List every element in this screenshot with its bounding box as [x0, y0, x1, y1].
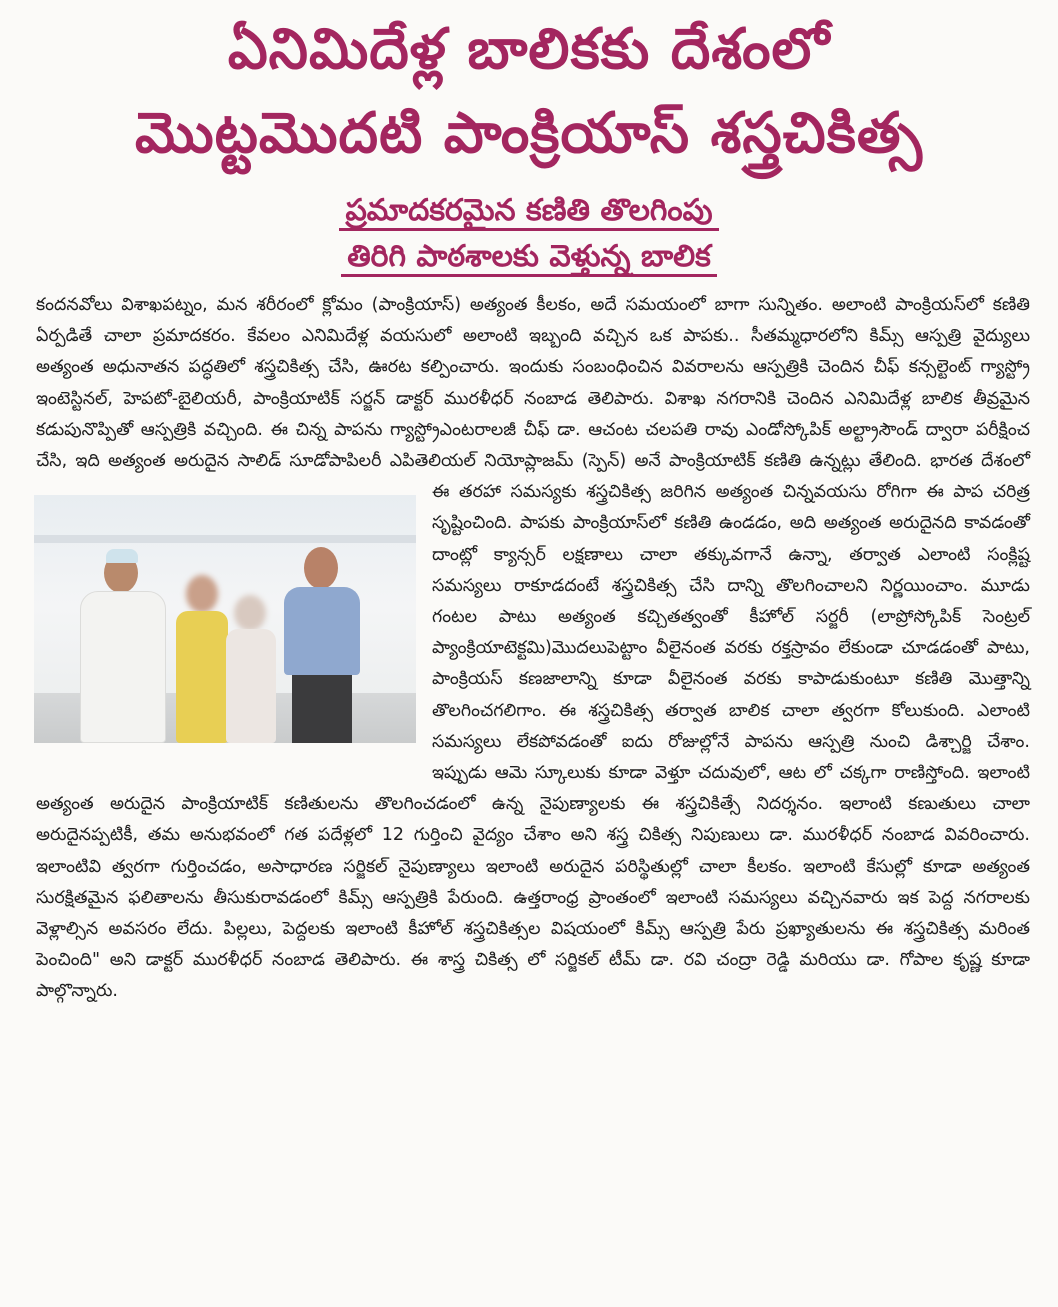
doctor-in-blue-shirt [280, 547, 364, 743]
article-paragraph-continued: సమస్యకు శస్త్రచికిత్స జరిగిన అత్యంత చిన్నవయసు రోగిగా ఈ పాప చరిత్ర సృష్టించింది. పాపకు పాంక్రియాస్‌లో కణితి ఉండడం, అది అత్యంత అరుదైనది కావడంతో దాంట్లో క్యాన్సర్ లక్షణాలు చాలా తక్కువగానే ఉన్నా, తర్వాత ఎలాంటి సంక్లిష్ట సమస్యలు రాకూడదంటే శస్త్రచికిత్స చేసి దాన్ని తొలగించాలని నిర్ణయించాం. మూడు గంటల పాటు అత్యంత కచ్చితత్వంతో కీహోల్ సర్జరీ (లాప్రోస్కోపిక్ సెంట్రల్ ప్యాంక్రియాటెక్టమి)మొదలుపెట్టాం వీలైనంత వరకు రక్తస్రావం లేకుండా చూడడంతో పాటు, పాంక్రియస్ కణజాలాన్ని కూడా వీలైనంత వరకు కాపాడుకుంటూ కణితి మొత్తాన్ని తొలగించగలిగాం. ఈ శస్త్రచికిత్స తర్వాత బాలిక చాలా త్వరగా కోలుకుంది. ఎలాంటి సమస్యలు లేకపోవడంతో ఐదు రోజుల్లోనే పాపను ఆస్పత్రి నుంచి డిశ్చార్జి చేశాం. ఇప్పుడు ఆమె స్కూలుకు కూడా వెళ్తూ చదువులో, ఆట లో చక్కగా రాణిస్తోంది. ఇలాంటి అత్యంత అరుదైన పాంక్రియాటిక్ కణితులను తొలగించడంలో ఉన్న నైపుణ్యాలకు ఈ శస్త్రచికిత్సే నిదర్శనం. ఇలాంటి కణుతులు చాలా అరుదైనప్పటికీ, తమ అనుభవంలో గత పదేళ్లలో 12 గుర్తించి వైద్యం చేశాం అని శస్త్ర చికిత్స నిపుణులు డా. మురళీధర్ నంబాడ వివరించారు. ఇలాంటివి త్వరగా గుర్తించడం, అసాధారణ సర్జికల్ నైపుణ్యాలు ఇలాంటి అరుదైన పరిస్థితుల్లో చాలా కీలకం. ఇలాంటి కేసుల్లో కూడా అత్యంత సురక్షితమైన ఫలితాలను తీసుకురావడంలో కిమ్స్ ఆస్పత్రికి పేరుంది. ఉత్తరాంధ్ర ప్రాంతంలో ఇలాంటి సమస్యలు వచ్చినవారు ఇక పెద్ద నగరాలకు వెళ్లాల్సిన అవసరం లేదు. పిల్లలు, పెద్దలకు ఇలాంటి కీహోల్ శస్త్రచికిత్సల విషయంలో కిమ్స్ ఆస్పత్రి పేరు ప్రఖ్యాతులను ఈ శస్త్రచికిత్స మరింత పెంచింది" అని డాక్టర్ మురళీధర్ నంబాడ తెలిపారు. ఈ శాస్త్ర చికిత్స లో సర్జికల్ టీమ్ డా. రవి చంద్రా రెడ్డి మరియు డా. గోపాల కృష్ణ కూడా పాల్గొన్నారు. [36, 482, 1030, 1002]
article-body [36, 290, 1030, 1008]
subheadings [0, 188, 1058, 280]
doctor-in-white-coat [76, 553, 168, 743]
subheading-1: ప్రమాదకరమైన కణితి తొలగింపు [339, 193, 718, 231]
headline [0, 8, 1058, 176]
headline-line-2: మొట్టమొదటి పాంక్రియాస్ శస్త్రచికిత్స [135, 101, 923, 166]
article-photo [34, 495, 416, 743]
article-paragraph-top: కందనవోలు విశాఖపట్నం, మన శరీరంలో క్లోమం (పాంక్రియాస్) అత్యంత కీలకం, అదే సమయంలో బాగా సున్నితం. అలాంటి పాంక్రియస్‌లో కణితి ఏర్పడితే చాలా ప్రమాదకరం. కేవలం ఎనిమిదేళ్ల వయసులో అలాంటి ఇబ్బంది వచ్చిన ఒక పాపకు.. సీతమ్మధారలోని కిమ్స్ ఆస్పత్రి వైద్యులు అత్యంత అధునాతన పద్ధతిలో శస్త్రచికిత్స చేసి, ఊరట కల్పించారు. ఇందుకు సంబంధించిన వివరాలను ఆస్పత్రికి చెందిన చీఫ్ కన్సల్టెంట్ గ్యాస్ట్రో ఇంటెస్టినల్, హెపటో-బైలియరీ, పాంక్రియాటిక్ సర్జన్ డాక్టర్ మురళీధర్ నంబాడ తెలిపారు. విశాఖ నగరానికి చెందిన ఎనిమిదేళ్ల బాలిక తీవ్రమైన కడుపునొప్పితో ఆస్పత్రికి వచ్చింది. ఈ చిన్న పాపను గ్యాస్ట్రోఎంటరాలజీ చీఫ్ డా. ఆచంట చలపతి రావు ఎండోస్కోపిక్ అల్ట్రాసౌండ్ ద్వారా పరీక్షించ చేసి, ఇది అత్యంత అరుదైన సాలిడ్ సూడోపాపిలరీ ఎపితెలియల్ నియోప్లాజమ్ (స్పెన్) అనే పాంక్రియాటిక్ కణితి ఉన్నట్లు తేలింది. భారత దేశంలో ఈ తరహా [36, 295, 1030, 503]
subheading-2: తిరిగి పాఠశాలకు వెళ్తున్న బాలిక [341, 239, 717, 277]
headline-line-1: ఏనిమిదేళ్ల బాలికకు దేశంలో [227, 17, 831, 82]
girl-blurred [222, 595, 280, 743]
